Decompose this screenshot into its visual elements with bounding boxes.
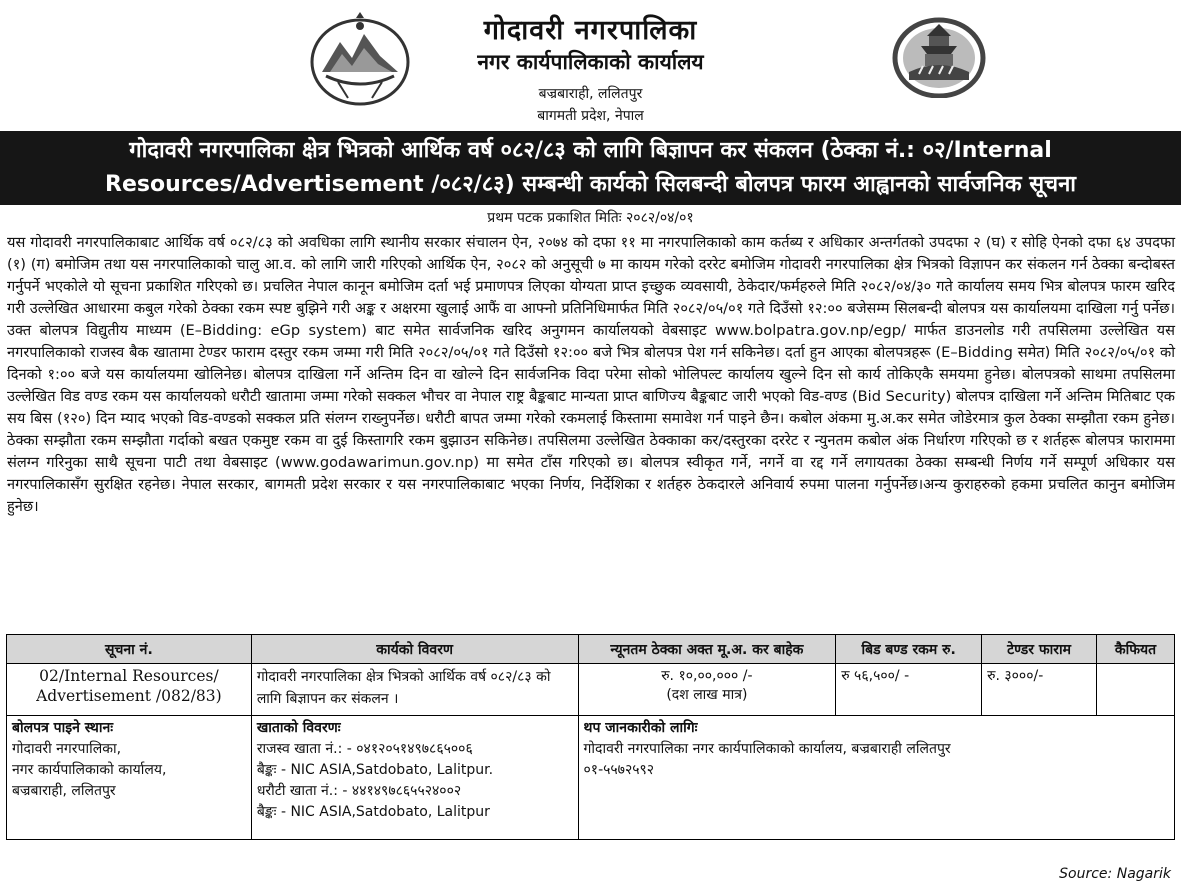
contact-phone: ०१-५५७२५९२ <box>583 762 655 778</box>
revenue-bank: बैङ्कः - NIC ASIA,Satdobato, Lalitpur. <box>256 762 494 778</box>
header-min-amount: न्यूनतम ठेक्का अक्त मू.अ. कर बाहेक <box>578 635 836 664</box>
cell-min-amount <box>578 664 836 716</box>
availability-line-1: गोदावरी नगरपालिका, <box>12 741 122 757</box>
availability-label: बोलपत्र पाइने स्थानः <box>12 720 114 736</box>
contact-office: गोदावरी नगरपालिका नगर कार्यपालिकाको कार्यालय, बज्रबाराही ललितपुर <box>583 741 951 757</box>
header-description: कार्यको विवरण <box>251 635 578 664</box>
table-info-row <box>7 716 1175 840</box>
cell-bid-bond: रु ५६,५००/ - <box>836 664 982 716</box>
office-province: बागमती प्रदेश, नेपाल <box>537 108 644 124</box>
office-name: नगर कार्यपालिकाको कार्यालय <box>477 50 704 74</box>
availability-line-2: नगर कार्यपालिकाको कार्यालय, <box>12 762 167 778</box>
table-header-row <box>7 635 1175 664</box>
table-row <box>7 664 1175 716</box>
source-credit: Source: Nagarik <box>1059 866 1171 882</box>
header-remarks: कैफियत <box>1096 635 1174 664</box>
deposit-account: धरौटी खाता नं.: - ४४१४९७८६५५२४००२ <box>256 783 462 799</box>
publication-date: प्रथम पटक प्रकाशित मितिः २०८२/०४/०१ <box>487 210 694 226</box>
org-name: गोदावरी नगरपालिका <box>483 15 698 46</box>
notice-title <box>0 131 1181 205</box>
municipality-logo-icon <box>889 14 989 98</box>
revenue-account: राजस्व खाता नं.: - ०४१२०५१४९७८६५००६ <box>256 741 473 757</box>
min-amount-value: रु. १०,००,००० /- <box>661 668 753 684</box>
cell-accounts <box>251 716 578 840</box>
cell-description: गोदावरी नगरपालिका क्षेत्र भित्रको आर्थिक वर्ष ०८२/८३ को लागि बिज्ञापन कर संकलन । <box>251 664 578 716</box>
header-bid-bond: बिड बण्ड रकम रु. <box>836 635 982 664</box>
header-notice-no: सूचना नं. <box>7 635 252 664</box>
cell-availability <box>7 716 252 840</box>
availability-line-3: बज्रबाराही, ललितपुर <box>12 783 116 799</box>
notice-header <box>0 0 1181 130</box>
accounts-label: खाताको विवरणः <box>256 720 341 736</box>
contact-label: थप जानकारीको लागिः <box>583 720 698 736</box>
title-line-1: गोदावरी नगरपालिका क्षेत्र भित्रको आर्थिक वर्ष ०८२/८३ को लागि बिज्ञापन कर संकलन (ठेक्का नं.: ०२/Internal <box>129 138 1052 163</box>
min-amount-words: (दश लाख मात्र) <box>666 687 748 703</box>
office-address: बज्रबाराही, ललितपुर <box>538 86 643 102</box>
header-tender-form: टेण्डर फाराम <box>982 635 1097 664</box>
cell-notice-no: 02/Internal Resources/ Advertisement /082/83) <box>7 664 252 716</box>
title-line-2: Resources/Advertisement /०८२/८३) सम्बन्धी कार्यको सिलबन्दी बोलपत्र फारम आह्वानको सार्वजनिक सूचना <box>105 172 1076 197</box>
cell-tender-form: रु. ३०००/- <box>982 664 1097 716</box>
cell-remarks <box>1096 664 1174 716</box>
notice-body: यस गोदावरी नगरपालिकाबाट आर्थिक वर्ष ०८२/८३ को अवधिका लागि स्थानीय सरकार संचालन ऐन, २०७४ को दफा ११ मा नगरपालिकाको काम कर्तब्य र अधिकार अन्तर्गतको उपदफा २ (घ) र सोहि ऐनको दफा ६४ उपदफा (१) (ग) बमोजिम तथा यस नगरपालिकाको चालु आ.व. को लागि जारी गरिएको आर्थिक ऐन, २०८२ को अनुसूची ७ मा कायम गरेको दररेट बमोजिम गोदावरी नगरपालिका क्षेत्र भित्रको विज्ञापन कर संकलन गर्न ठेक्का बन्दोबस्त गर्नुपर्ने भएकोले यो सूचना प्रकाशित गरिएको छ। प्रचलित नेपाल कानून बमोजिम दर्ता भई प्रमाणपत्र लिएका योग्यता प्राप्त इच्छुक व्यवसायी, ठेकेदार/फर्महरुले मिति २०८२/०४/३० गते कार्यालय समय भित्र बोलपत्र फारम खरिद गरी उल्लेखित आधारमा कबुल गरेको ठेक्का रकम स्पष्ट बुझिने गरी अङ्क र अक्षरमा खुलाई आफैं वा आफ्नो प्रतिनिधिमार्फत मिति २०८२/०५/०१ गते दिउँसो १२:०० बजेसम्म सिलबन्दी बोलपत्र यस कार्यालयमा दाखिला गर्नु पर्नेछ। उक्त बोलपत्र विद्युतीय माध्यम (E–Bidding: eGp system) बाट समेत सार्वजनिक खरिद अनुगमन कार्यालयको वेबसाइट www.bolpatra.gov.np/egp/ मार्फत डाउनलोड गरी तपसिलमा उल्लेखित यस नगरपालिकाको राजस्व बैक खातामा टेण्डर फाराम दस्तुर रकम जम्मा गरी मिति २०८२/०५/०१ गते दिउँसो १२:०० बजे भित्र बोलपत्र पेश गर्न सकिनेछ। दर्ता हुन आएका बोलपत्रहरू (E–Bidding समेत) मिति २०८२/०५/०१ को दिनको १:०० बजे यस कार्यालयमा खोलिनेछ। बोलपत्र दाखिला गर्ने अन्तिम दिन वा खोल्ने दिन सार्वजनिक विदा परेमा सोको भोलिपल्ट कार्यालय खुल्ने दिन सो कार्य तोकिएकै समयमा हुनेछ। बोलपत्रको साथमा तपसिलमा उल्लेखित विड वण्ड रकम यस कार्यालयको धरौटी खातामा जम्मा गरेको सक्कल भौचर वा नेपाल राष्ट्र बैङ्कबाट मान्यता प्राप्त बाणिज्य बैङ्कबाट जारी भएको विड-वण्ड (Bid Security) बोलपत्र दाखिला गर्ने अन्तिम मितिबाट एक सय बिस (१२०) दिन म्याद भएको विड-वण्डको सक्कल प्रति संलग्न राख्नुपर्नेछ। धरौटी बापत जम्मा गरेको रकमलाई किस्तामा समावेश गर्न पाइने छैन। कबोल अंकमा मु.अ.कर समेत जोडेरमात्र कुल ठेक्का सम्झौता रकम हुनेछ। ठेक्का सम्झौता रकम सम्झौता गर्दाको बखत एकमुष्ट रकम वा दुई किस्तागरि रकम बुझाउन सकिनेछ। तपसिलमा उल्लेखित ठेक्काका कर/दस्तुरका दररेट र न्युनतम कबोल अंक निर्धारण गरिएको छ र शर्तहरू बोलपत्र फाराममा संलग्न गरिनुका साथै सूचना पाटी तथा वेबसाइट (www.godawarimun.gov.np) मा समेत टाँस गरिएको छ। बोलपत्र स्वीकृत गर्ने, नगर्ने वा रद्द गर्ने लगायतका ठेक्का सम्बन्धी निर्णय गर्ने सम्पूर्ण अधिकार यस नगरपालिकासँग सुरक्षित रहनेछ। नेपाल सरकार, बागमती प्रदेश सरकार र यस नगरपालिकाबाट भएका निर्णय, निर्देशिका र शर्तहरु ठेकदारले अनिवार्य रुपमा पालना गर्नुपर्नेछ।अन्य कुराहरुको हकमा प्रचलित कानुन बमोजिम हुनेछ। <box>7 234 1175 515</box>
deposit-bank: बैङ्कः - NIC ASIA,Satdobato, Lalitpur <box>256 804 490 820</box>
cell-contact <box>578 716 1174 840</box>
tender-table <box>6 634 1175 840</box>
